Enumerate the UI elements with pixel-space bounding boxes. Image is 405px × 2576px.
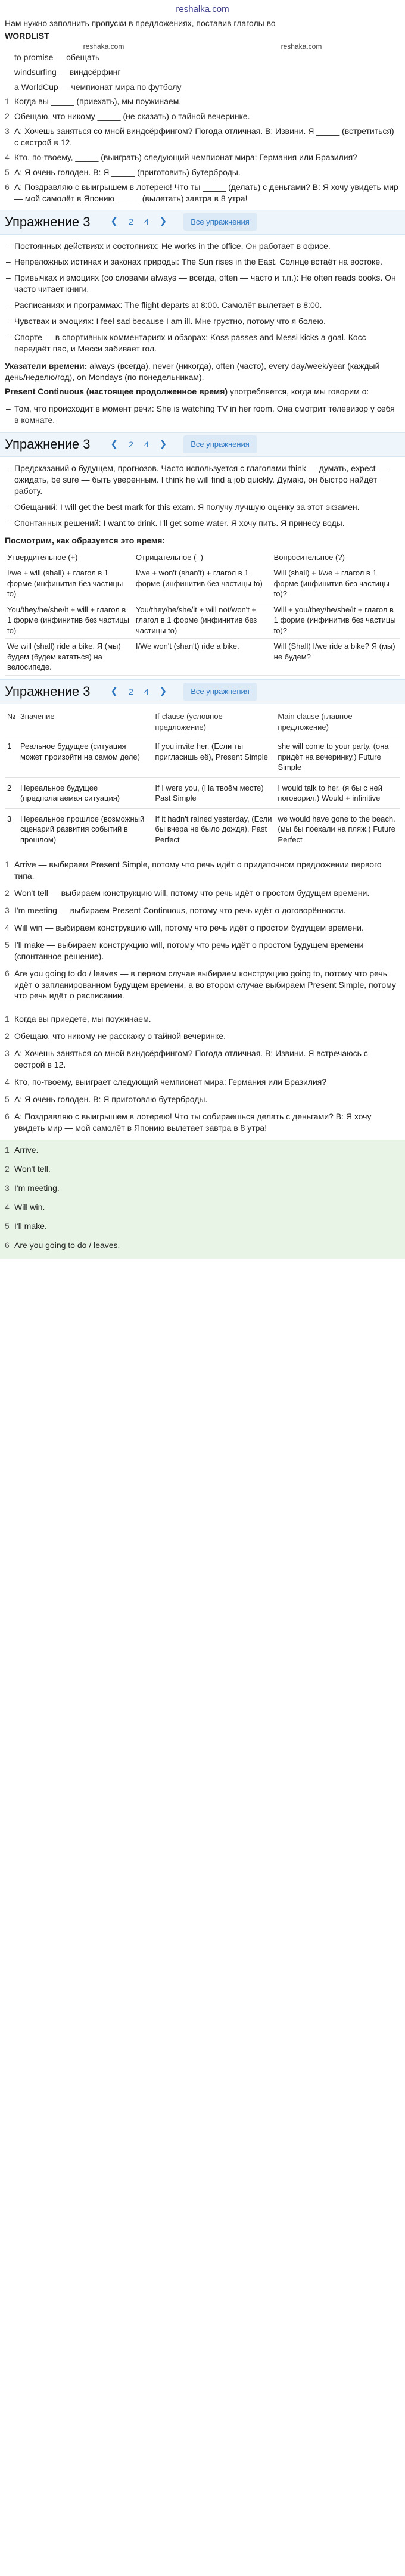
forms-header-cell: Вопросительное (?) bbox=[272, 550, 400, 565]
theory-item: – Чувствах и эмоциях: I feel sad because I am ill. Мне грустно, потому что я болею. bbox=[5, 313, 400, 329]
all-exercises-button[interactable]: Все упражнения bbox=[183, 435, 257, 453]
exercise-nav-bar bbox=[0, 210, 405, 235]
final-answers bbox=[0, 1140, 405, 1259]
list-item bbox=[5, 937, 400, 965]
task-item bbox=[5, 109, 400, 124]
list-item bbox=[5, 965, 400, 1005]
table-row bbox=[5, 639, 400, 676]
task-item-text: Обещаю, что никому _____ (не сказать) о тайной вечеринке. bbox=[14, 111, 250, 122]
final-answer-number: 3 bbox=[5, 1183, 10, 1193]
task-list bbox=[5, 50, 400, 206]
list-item bbox=[5, 1010, 400, 1028]
task-item bbox=[5, 50, 400, 65]
task-item bbox=[5, 180, 400, 206]
list-item-text: I'll make — выбираем конструкцию will, потому что речь идёт о простом будущем времени (спонтанное решение). bbox=[14, 939, 364, 961]
list-item-text: A: Поздравляю с выигрышем в лотерею! Что ты собираешься делать с деньгами? B: Я хочу увидеть мир — мой самолёт в Японию вылетает завтра в 8 утра! bbox=[14, 1111, 372, 1133]
task-item bbox=[5, 124, 400, 150]
cond-header-cell: Main clause (главное предложение) bbox=[275, 708, 400, 736]
forms-cell: Will (Shall) I/we ride a bike? Я (мы) не будем? bbox=[272, 639, 400, 676]
task-item-text: a WorldCup — чемпионат мира по футболу bbox=[14, 82, 182, 92]
theory-item: – Спорте — в спортивных комментариях и обзорах: Koss passes and Messi kicks a goal. Косс передаёт пас, и Месси забивает гол. bbox=[5, 329, 400, 357]
cond-header-cell: Значение bbox=[18, 708, 152, 736]
task-item-text: A: Хочешь заняться со мной виндсёрфингом? Погода отличная. B: Извини. Я _____ (встретиться) с сестрой в 12. bbox=[14, 126, 394, 148]
list-item bbox=[5, 1108, 400, 1137]
cond-cell: Нереальное прошлое (возможный сценарий развития событий в прошлом) bbox=[18, 808, 152, 850]
list-item-number: 6 bbox=[5, 968, 10, 978]
list-item-text: Когда вы приедете, мы поужинаем. bbox=[14, 1014, 151, 1024]
cond-cell: If you invite her, (Если ты пригласишь её), Present Simple bbox=[152, 736, 275, 778]
task-item bbox=[5, 150, 400, 165]
cond-cell: I would talk to her. (я бы с ней поговорил.) Would + infinitive bbox=[275, 777, 400, 808]
next-arrow-icon[interactable]: ❯ bbox=[159, 686, 167, 696]
prev-exercise-link[interactable]: 2 bbox=[129, 439, 133, 449]
forms-table bbox=[5, 550, 400, 676]
time-markers-label: Указатели времени: bbox=[5, 360, 88, 371]
task-item-number: 2 bbox=[5, 111, 10, 122]
next-exercise-link[interactable]: 4 bbox=[144, 439, 149, 449]
time-markers bbox=[5, 360, 400, 383]
list-item-text: A: Я очень голоден. B: Я приготовлю бутерброды. bbox=[14, 1094, 208, 1104]
task-item-number: 5 bbox=[5, 167, 10, 177]
final-answer-text: Arrive. bbox=[14, 1145, 39, 1155]
list-item-number: 1 bbox=[5, 1014, 10, 1024]
final-answer-row bbox=[5, 1180, 400, 1199]
all-exercises-button[interactable]: Все упражнения bbox=[183, 213, 257, 231]
forms-cell: We will (shall) ride a bike. Я (мы) будем (будем кататься) на велосипеде. bbox=[5, 639, 133, 676]
exercise-title: Упражнение 3 bbox=[5, 437, 91, 452]
task-item-text: Кто, по-твоему, _____ (выиграть) следующий чемпионат мира: Германия или Бразилия? bbox=[14, 153, 357, 163]
list-item bbox=[5, 902, 400, 919]
task-item bbox=[5, 165, 400, 180]
final-answer-row bbox=[5, 1218, 400, 1237]
forms-cell: I/we + won't (shan't) + глагол в 1 форме (инфинитив без частицы to) bbox=[133, 565, 272, 602]
final-answer-row bbox=[5, 1142, 400, 1161]
final-answer-number: 1 bbox=[5, 1145, 10, 1155]
cond-header-cell: If-clause (условное предложение) bbox=[152, 708, 275, 736]
theory-list-1 bbox=[5, 238, 400, 357]
cond-cell: If it hadn't rained yesterday, (Если бы вчера не было дождя), Past Perfect bbox=[152, 808, 275, 850]
final-answer-number: 6 bbox=[5, 1240, 10, 1250]
list-item-text: A: Хочешь заняться со мной виндсёрфингом? Погода отличная. B: Извини. Я встречаюсь с сестрой в 12. bbox=[14, 1049, 368, 1070]
forms-header-cell: Отрицательное (–) bbox=[133, 550, 272, 565]
cond-cell: she will come to your party. (она придёт на вечеринку.) Future Simple bbox=[275, 736, 400, 778]
task-item bbox=[5, 80, 400, 95]
list-item bbox=[5, 885, 400, 902]
list-item-number: 4 bbox=[5, 923, 10, 932]
list-item-text: Are you going to do / leaves — в первом случае выбираем конструкцию going to, потому что речь идёт о запланированном будущем времени, а во втором случае выбираем Present Simple, потому что речь идёт о расписании. bbox=[14, 968, 396, 1001]
theory-list-3 bbox=[5, 461, 400, 531]
explanations-list bbox=[5, 856, 400, 1004]
exercise-title: Упражнение 3 bbox=[5, 214, 91, 229]
exercise-nav bbox=[107, 437, 171, 452]
list-item-text: Arrive — выбираем Present Simple, потому что речь идёт о придаточном предложении первого типа. bbox=[14, 860, 382, 881]
cond-cell: we would have gone to the beach. (мы бы поехали на пляж.) Future Perfect bbox=[275, 808, 400, 850]
watermark: reshaka.com bbox=[83, 42, 124, 51]
cond-header-cell: № bbox=[5, 708, 18, 736]
list-item bbox=[5, 1091, 400, 1108]
page bbox=[0, 0, 405, 1259]
task-item-number: 4 bbox=[5, 153, 10, 163]
task-item-text: to promise — обещать bbox=[14, 52, 100, 62]
forms-cell: You/they/he/she/it + will + глагол в 1 форме (инфинитив без частицы to) bbox=[5, 602, 133, 639]
theory-item: – Привычках и эмоциях (со словами always — всегда, often — часто и т.п.): He often reads books. Он часто читает книги. bbox=[5, 270, 400, 297]
forms-title: Посмотрим, как образуется это время: bbox=[5, 535, 166, 545]
list-item bbox=[5, 1074, 400, 1091]
task-item-text: A: Поздравляю с выигрышем в лотерею! Что ты _____ (делать) с деньгами? B: Я хочу увидеть мир — мой самолёт в Японию _____ (вылетать) завтра в 8 утра! bbox=[14, 182, 398, 203]
list-item-number: 2 bbox=[5, 888, 10, 898]
forms-cell: I/We won't (shan't) ride a bike. bbox=[133, 639, 272, 676]
task-item-number: 6 bbox=[5, 182, 10, 192]
table-row bbox=[5, 736, 400, 778]
list-item-number: 1 bbox=[5, 860, 10, 870]
wordlist-title: WORDLIST bbox=[5, 30, 49, 41]
list-item-number: 3 bbox=[5, 906, 10, 916]
final-answer-row bbox=[5, 1161, 400, 1180]
exercise-nav-bar bbox=[0, 432, 405, 457]
table-row bbox=[5, 777, 400, 808]
exercise-nav bbox=[107, 685, 171, 699]
cond-cell: If I were you, (На твоём месте) Past Simple bbox=[152, 777, 275, 808]
theory-item: – Постоянных действиях и состояниях: He works in the office. Он работает в офисе. bbox=[5, 238, 400, 254]
theory-item: – Непреложных истинах и законах природы: The Sun rises in the East. Солнце встаёт на востоке. bbox=[5, 254, 400, 270]
translation-list bbox=[5, 1010, 400, 1136]
watermark-row bbox=[5, 42, 400, 50]
list-item bbox=[5, 919, 400, 937]
list-item-number: 5 bbox=[5, 939, 10, 950]
final-answer-text: Are you going to do / leaves. bbox=[14, 1240, 120, 1250]
final-answer-text: I'm meeting. bbox=[14, 1183, 60, 1193]
list-item bbox=[5, 1045, 400, 1074]
forms-cell: Will (shall) + I/we + глагол в 1 форме (инфинитив без частицы to)? bbox=[272, 565, 400, 602]
present-continuous-label: Present Continuous (настоящее продолженное время) bbox=[5, 387, 228, 397]
theory-item: – Расписаниях и программах: The flight departs at 8:00. Самолёт вылетает в 8:00. bbox=[5, 297, 400, 313]
site-logo[interactable]: reshalka.com bbox=[176, 4, 229, 14]
final-answer-text: I'll make. bbox=[14, 1221, 47, 1231]
present-continuous-intro bbox=[5, 386, 400, 397]
list-item-text: Will win — выбираем конструкцию will, потому что речь идёт о простом будущем времени. bbox=[14, 923, 364, 932]
time-markers-text: always (всегда), never (никогда), often (часто), every day/week/year (каждый день/неделю/год), on Mondays (по понедельникам). bbox=[5, 360, 380, 382]
prev-arrow-icon[interactable]: ❮ bbox=[110, 216, 119, 227]
list-item-text: Кто, по-твоему, выиграет следующий чемпионат мира: Германия или Бразилия? bbox=[14, 1077, 327, 1087]
final-answer-number: 2 bbox=[5, 1164, 10, 1174]
final-answer-text: Will win. bbox=[14, 1202, 45, 1212]
list-item bbox=[5, 856, 400, 885]
task-item-text: A: Я очень голоден. B: Я _____ (приготовить) бутерброды. bbox=[14, 167, 241, 177]
list-item-number: 5 bbox=[5, 1094, 10, 1104]
final-answer-row bbox=[5, 1237, 400, 1256]
list-item-text: Обещаю, что никому не расскажу о тайной вечеринке. bbox=[14, 1031, 226, 1041]
all-exercises-button[interactable]: Все упражнения bbox=[183, 683, 257, 701]
list-item-number: 4 bbox=[5, 1077, 10, 1087]
present-continuous-text: употребляется, когда мы говорим о: bbox=[229, 387, 369, 397]
task-item-number: 3 bbox=[5, 126, 10, 136]
next-exercise-link[interactable]: 4 bbox=[144, 686, 149, 696]
theory-item: – Том, что происходит в момент речи: She is watching TV in her room. Она смотрит телевизор у себя в комнате. bbox=[5, 401, 400, 428]
cond-cell: 3 bbox=[5, 808, 18, 850]
forms-cell: You/they/he/she/it + will not/won't + глагол в 1 форме (инфинитив без частицы to) bbox=[133, 602, 272, 639]
theory-item: – Обещаний: I will get the best mark for this exam. Я получу лучшую оценку за этот экзамен. bbox=[5, 499, 400, 515]
intro-text: Нам нужно заполнить пропуски в предложениях, поставив глаголы во bbox=[5, 18, 276, 28]
list-item-number: 6 bbox=[5, 1111, 10, 1121]
conditionals-table bbox=[5, 708, 400, 850]
list-item bbox=[5, 1028, 400, 1045]
task-item bbox=[5, 65, 400, 80]
prev-arrow-icon[interactable]: ❮ bbox=[110, 686, 119, 696]
list-item-number: 2 bbox=[5, 1031, 10, 1041]
task-item-text: windsurfing — виндсёрфинг bbox=[14, 67, 121, 77]
forms-cell: Will + you/they/he/she/it + глагол в 1 форме (инфинитив без частицы to)? bbox=[272, 602, 400, 639]
next-arrow-icon[interactable]: ❯ bbox=[159, 216, 167, 227]
cond-cell: 1 bbox=[5, 736, 18, 778]
forms-header-cell: Утвердительное (+) bbox=[5, 550, 133, 565]
final-answer-number: 5 bbox=[5, 1221, 10, 1231]
theory-item: – Предсказаний о будущем, прогнозов. Часто используется с глаголами think — думать, expect — ожидать, be sure — быть уверенным. I think he will find a job quickly. Думаю, он быстро найдёт работу. bbox=[5, 461, 400, 499]
task-item-text: Когда вы _____ (приехать), мы поужинаем. bbox=[14, 97, 182, 107]
prev-exercise-link[interactable]: 2 bbox=[129, 217, 133, 227]
theory-list-2 bbox=[5, 401, 400, 428]
final-answer-number: 4 bbox=[5, 1202, 10, 1212]
task-item bbox=[5, 94, 400, 109]
theory-item: – Спонтанных решений: I want to drink. I'll get some water. Я хочу пить. Я принесу воды. bbox=[5, 515, 400, 531]
watermark: reshaka.com bbox=[281, 42, 322, 51]
list-item-text: I'm meeting — выбираем Present Continuous, потому что речь идёт о договорённости. bbox=[14, 906, 346, 916]
table-row bbox=[5, 808, 400, 850]
table-row bbox=[5, 565, 400, 602]
list-item-text: Won't tell — выбираем конструкцию will, потому что речь идёт о простом будущем времени. bbox=[14, 888, 370, 898]
list-item-number: 3 bbox=[5, 1049, 10, 1059]
prev-arrow-icon[interactable]: ❮ bbox=[110, 439, 119, 450]
exercise-nav bbox=[107, 214, 171, 229]
exercise-nav-bar bbox=[0, 679, 405, 704]
final-answer-text: Won't tell. bbox=[14, 1164, 51, 1174]
next-exercise-link[interactable]: 4 bbox=[144, 217, 149, 227]
task-item-number: 1 bbox=[5, 97, 10, 107]
cond-cell: 2 bbox=[5, 777, 18, 808]
table-row bbox=[5, 602, 400, 639]
cond-cell: Нереальное будущее (предполагаемая ситуация) bbox=[18, 777, 152, 808]
prev-exercise-link[interactable]: 2 bbox=[129, 686, 133, 696]
next-arrow-icon[interactable]: ❯ bbox=[159, 439, 167, 450]
cond-cell: Реальное будущее (ситуация может произойти на самом деле) bbox=[18, 736, 152, 778]
final-answer-row bbox=[5, 1199, 400, 1218]
forms-cell: I/we + will (shall) + глагол в 1 форме (инфинитив без частицы to) bbox=[5, 565, 133, 602]
exercise-title: Упражнение 3 bbox=[5, 684, 91, 699]
